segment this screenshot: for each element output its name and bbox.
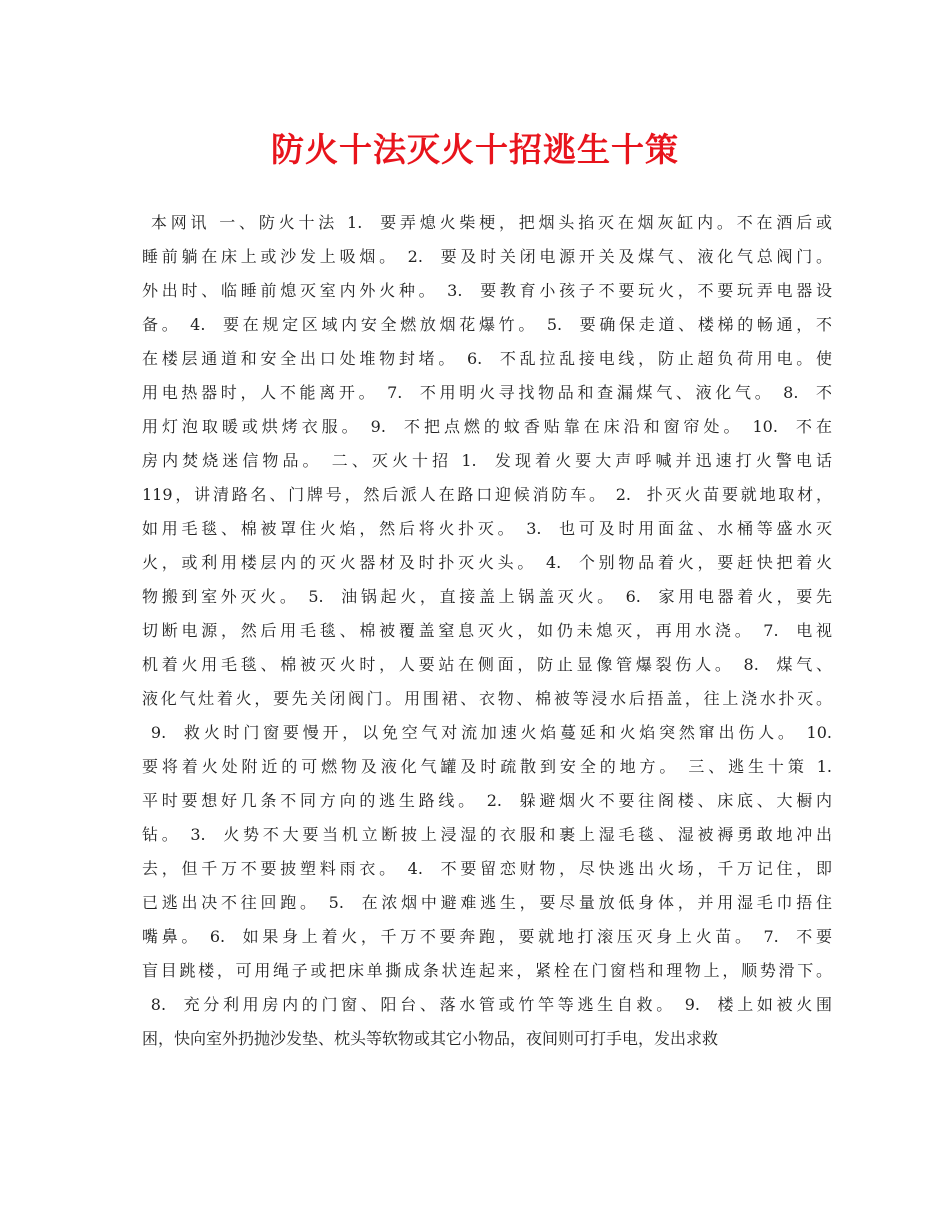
body-text-line: 9. 救火时门窗要慢开，以免空气对流加速火焰蔓延和火焰突然窜出伤人。 10.	[142, 723, 832, 742]
body-text-line: 嘴鼻。 6. 如果身上着火，千万不要奔跑，要就地打滚压灭身上火苗。 7. 不要	[142, 927, 832, 946]
body-text-line: 119，讲清路名、门牌号，然后派人在路口迎候消防车。 2. 扑灭火苗要就地取材，	[142, 485, 832, 504]
body-text-line: 火，或利用楼层内的灭火器材及时扑灭火头。 4. 个别物品着火，要赶快把着火	[142, 553, 832, 572]
document-title: 防火十法灭火十招逃生十策	[271, 130, 679, 169]
body-text-line: 困，快向室外扔抛沙发垫、枕头等软物或其它小物品，夜间则可打手电，发出求救	[142, 1029, 719, 1048]
body-text-line: 房内焚烧迷信物品。 二、灭火十招 1. 发现着火要大声呼喊并迅速打火警电话	[142, 451, 832, 470]
body-text-line: 用灯泡取暖或烘烤衣服。 9. 不把点燃的蚊香贴靠在床沿和窗帘处。 10. 不在	[142, 417, 832, 436]
body-text-line: 机着火用毛毯、棉被灭火时，人要站在侧面，防止显像管爆裂伤人。 8. 煤气、	[142, 655, 832, 674]
body-text-line: 去，但千万不要披塑料雨衣。 4. 不要留恋财物，尽快逃出火场，千万记住，即	[142, 859, 832, 878]
body-text-line: 要将着火处附近的可燃物及液化气罐及时疏散到安全的地方。 三、逃生十策 1.	[142, 757, 832, 776]
body-text-line: 8. 充分利用房内的门窗、阳台、落水管或竹竿等逃生自救。 9. 楼上如被火围	[142, 995, 832, 1014]
body-text-line: 睡前躺在床上或沙发上吸烟。 2. 要及时关闭电源开关及煤气、液化气总阀门。	[142, 247, 832, 266]
body-text-line: 切断电源，然后用毛毯、棉被覆盖窒息灭火，如仍未熄灭，再用水浇。 7. 电视	[142, 621, 832, 640]
body-text-line: 备。 4. 要在规定区域内安全燃放烟花爆竹。 5. 要确保走道、楼梯的畅通，不	[142, 315, 832, 334]
body-text-line: 用电热器时，人不能离开。 7. 不用明火寻找物品和查漏煤气、液化气。 8. 不	[142, 383, 832, 402]
body-text-line: 物搬到室外灭火。 5. 油锅起火，直接盖上锅盖灭火。 6. 家用电器着火，要先	[142, 587, 832, 606]
document-body	[142, 206, 832, 1056]
body-text-line: 外出时、临睡前熄灭室内外火种。 3. 要教育小孩子不要玩火，不要玩弄电器设	[142, 281, 832, 300]
body-text-line: 在楼层通道和安全出口处堆物封堵。 6. 不乱拉乱接电线，防止超负荷用电。使	[142, 349, 832, 368]
body-text-line: 钻。 3. 火势不大要当机立断披上浸湿的衣服和裹上湿毛毯、湿被褥勇敢地冲出	[142, 825, 832, 844]
body-text-line: 本网讯 一、防火十法 1. 要弄熄火柴梗，把烟头掐灭在烟灰缸内。不在酒后或	[142, 213, 832, 232]
body-text-line: 盲目跳楼，可用绳子或把床单撕成条状连起来，紧栓在门窗档和理物上，顺势滑下。	[142, 961, 832, 980]
body-text-line: 液化气灶着火，要先关闭阀门。用围裙、衣物、棉被等浸水后捂盖，往上浇水扑灭。	[142, 689, 832, 708]
body-text-line: 如用毛毯、棉被罩住火焰，然后将火扑灭。 3. 也可及时用面盆、水桶等盛水灭	[142, 519, 832, 538]
body-text-line: 已逃出决不往回跑。 5. 在浓烟中避难逃生，要尽量放低身体，并用湿毛巾捂住	[142, 893, 832, 912]
body-text-line: 平时要想好几条不同方向的逃生路线。 2. 躲避烟火不要往阁楼、床底、大橱内	[142, 791, 832, 810]
